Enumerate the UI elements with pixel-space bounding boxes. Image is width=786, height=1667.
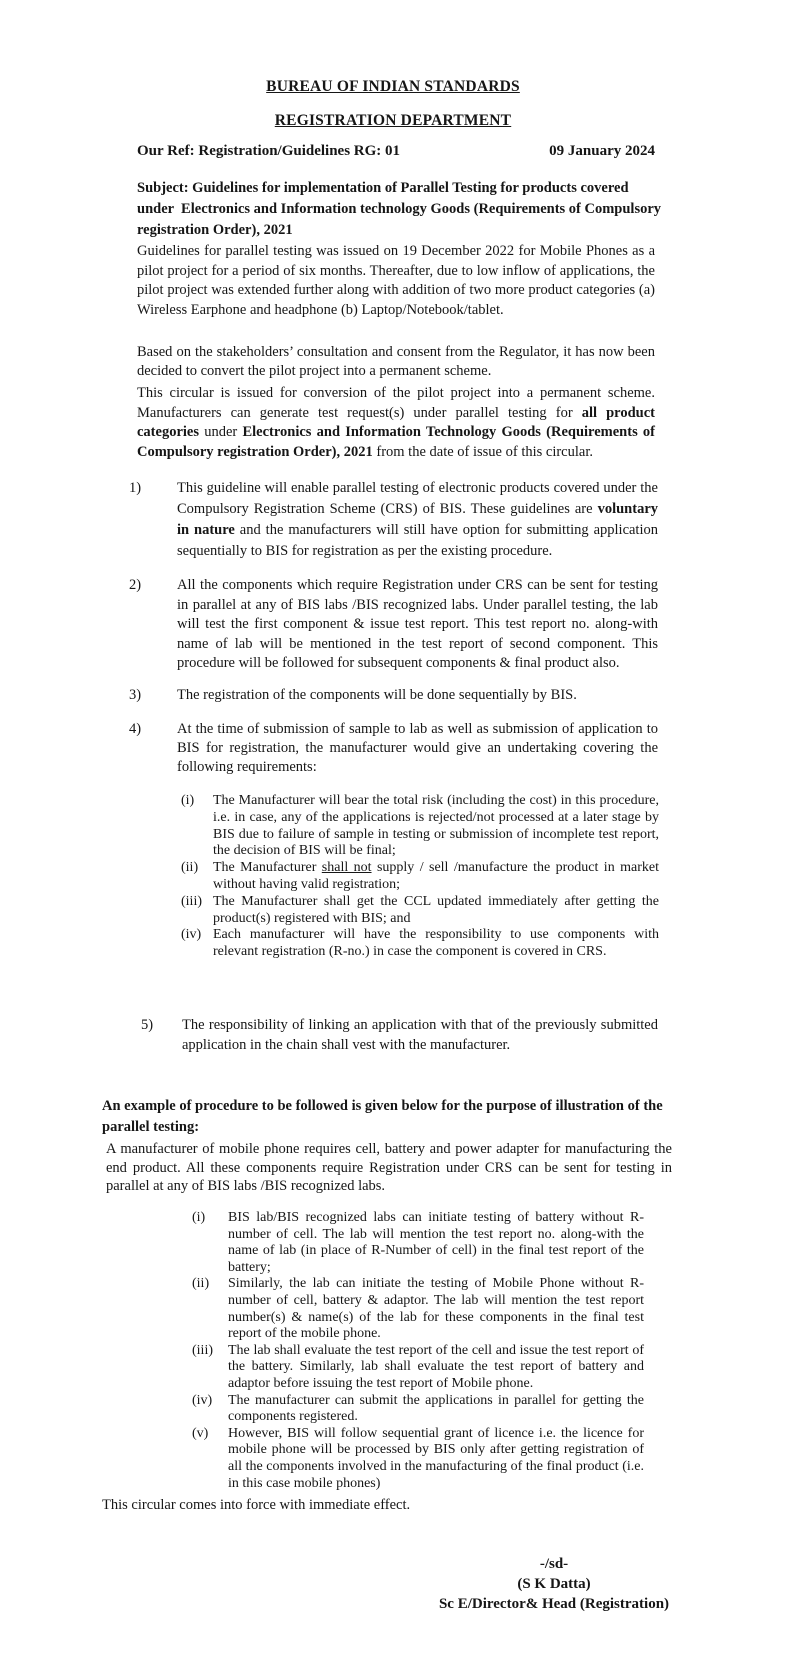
undertaking-item-ii	[181, 860, 659, 894]
bureau-title	[0, 78, 786, 96]
item-body: BIS lab/BIS recognized labs can initiate testing of battery without R-number of cell. The lab will mention the test report no. along-with the name of lab (in place of R-Number of cell) in the final test report of the battery;	[228, 1210, 644, 1275]
numbered-item-1	[129, 478, 658, 562]
paragraph-conversion-text: This circular is issued for conversion of the pilot project into a permanent scheme. Manufacturers can generate test request(s) under parallel testing for	[137, 385, 655, 421]
paragraph-conversion-text: from the date of issue of this circular.	[372, 443, 593, 460]
underlined-shall-not: shall not	[321, 860, 372, 876]
item-body: The manufacturer can submit the applications in parallel for getting the components registered.	[228, 1392, 644, 1425]
item-1-text: This guideline will enable parallel testing of electronic products covered under the Compulsory Registration Scheme (CRS) of BIS. These guidelines are	[177, 480, 658, 517]
roman-marker: (v)	[192, 1425, 209, 1441]
item-ii-text: supply / sell /manufacture the product in market without having valid registration;	[213, 860, 659, 892]
item-body: The responsibility of linking an application with that of the previously submitted application in the chain shall vest with the manufacturer.	[182, 1017, 658, 1053]
item-number: 2)	[129, 577, 142, 593]
signature-block	[400, 1554, 708, 1614]
date-text: 09 January 2024	[549, 143, 655, 159]
item-body	[213, 860, 659, 894]
bureau-title-text: BUREAU OF INDIAN STANDARDS	[266, 78, 520, 95]
item-number: 4)	[129, 721, 142, 737]
undertaking-item-iii	[181, 894, 659, 928]
numbered-item-2	[129, 576, 658, 674]
roman-marker: (iii)	[192, 1342, 213, 1358]
paragraph-pilot-project: Guidelines for parallel testing was issued on 19 December 2022 for Mobile Phones as a pilot project for a period of six months. Thereafter, due to low inflow of applications, the pilot project was extended further along with addition of two more product categories (a) Wireless Earphone and headphone (b) Laptop/Notebook/tablet.	[137, 243, 655, 318]
item-1-text: and the manufacturers will still have option for submitting application sequentially to BIS for registration as per the existing procedure.	[177, 522, 658, 559]
subject-text: Subject: Guidelines for implementation of Parallel Testing for products covered under Electronics and Information technology Goods (Requirements of Compulsory registration Order), 2021	[137, 180, 665, 238]
undertaking-item-i	[181, 793, 659, 860]
item-ii-text: The Manufacturer	[213, 860, 322, 876]
roman-marker: (i)	[181, 793, 195, 808]
example-item-iv	[192, 1393, 644, 1426]
example-item-i	[192, 1210, 644, 1276]
example-list	[192, 1210, 644, 1492]
signature-sd: -/sd-	[539, 1556, 569, 1572]
item-body: All the components which require Registration under CRS can be sent for testing in parallel at any of BIS labs /BIS recognized labs. Under parallel testing, the lab will test the first component & issue test report. This test report no. along-with name of lab will be mentioned in the test report of second component. This procedure will be followed for subsequent components & final product also.	[177, 577, 658, 671]
roman-marker: (iii)	[181, 893, 202, 909]
paragraph-stakeholders: Based on the stakeholders’ consultation and consent from the Regulator, it has now been decided to convert the pilot project into a permanent scheme.	[137, 344, 655, 379]
ref-line	[137, 143, 655, 160]
numbered-item-5	[141, 1016, 658, 1055]
example-intro: A manufacturer of mobile phone requires cell, battery and power adapter for manufacturing the end product. All these components require Registration under CRS can be sent for testing in parallel at any of BIS labs /BIS recognized labs.	[106, 1141, 672, 1194]
roman-marker: (iv)	[192, 1392, 213, 1408]
item-body: The Manufacturer will bear the total risk (including the cost) in this procedure, i.e. in case, any of the applications is rejected/not processed at a later stage by BIS due to failure of sample in testing or submission of incomplete test report, the decision of BIS will be final;	[213, 793, 659, 859]
bold-all-product-categories: all product categories	[137, 404, 655, 440]
item-body: The registration of the components will be done sequentially by BIS.	[177, 687, 577, 703]
item-body: Similarly, the lab can initiate the testing of Mobile Phone without R-number of cell, battery & adaptor. The lab will mention the test report number(s) & name(s) of the lab for these components in the final test report of the mobile phone.	[228, 1276, 644, 1342]
bold-eit-goods: Electronics and Information Technology Goods (Requirements of Compulsory registration Order), 2021	[137, 424, 655, 460]
item-body	[177, 478, 658, 562]
example-heading: An example of procedure to be followed is given below for the purpose of illustration of the parallel testing:	[102, 1098, 663, 1135]
item-number: 5)	[141, 1017, 154, 1033]
item-body: Each manufacturer will have the responsibility to use components with relevant registration (R-no.) in case the component is covered in CRS.	[213, 927, 659, 960]
roman-marker: (i)	[192, 1210, 206, 1225]
bold-voluntary-in-nature: voluntary in nature	[177, 501, 658, 538]
roman-marker: (ii)	[181, 860, 199, 876]
numbered-item-3	[129, 686, 658, 706]
signature-designation: Sc E/Director& Head (Registration)	[438, 1596, 670, 1612]
item-number: 3)	[129, 687, 142, 703]
department-title-text: REGISTRATION DEPARTMENT	[274, 112, 512, 129]
example-item-iii	[192, 1343, 644, 1393]
paragraph-conversion	[137, 384, 655, 462]
closing-text: This circular comes into force with immediate effect.	[102, 1497, 411, 1513]
item-body: The Manufacturer shall get the CCL updated immediately after getting the product(s) registered with BIS; and	[213, 893, 659, 926]
item-number: 1)	[129, 480, 142, 496]
signature-name: (S K Datta)	[517, 1576, 591, 1592]
example-item-v	[192, 1426, 644, 1492]
example-item-ii	[192, 1276, 644, 1342]
roman-marker: (iv)	[181, 927, 202, 943]
undertaking-item-iv	[181, 927, 659, 961]
paragraph-conversion-text: under	[199, 424, 243, 440]
item-body: At the time of submission of sample to lab as well as submission of application to BIS for registration, the manufacturer would give an undertaking covering the following requirements:	[177, 721, 658, 775]
department-title	[0, 112, 786, 130]
item-body: However, BIS will follow sequential grant of licence i.e. the licence for mobile phone will be processed by BIS only after getting registration of all the components involved in the manufacturing of the final product (i.e. in this case mobile phones)	[228, 1425, 644, 1491]
item-body: The lab shall evaluate the test report of the cell and issue the test report of the battery. Similarly, lab shall evaluate the test report of battery and adaptor before issuing the test report of Mobile phone.	[228, 1342, 644, 1391]
roman-marker: (ii)	[192, 1276, 210, 1292]
undertaking-list	[181, 793, 659, 961]
ref-number: Our Ref: Registration/Guidelines RG: 01	[137, 143, 401, 159]
numbered-item-4	[129, 720, 658, 777]
